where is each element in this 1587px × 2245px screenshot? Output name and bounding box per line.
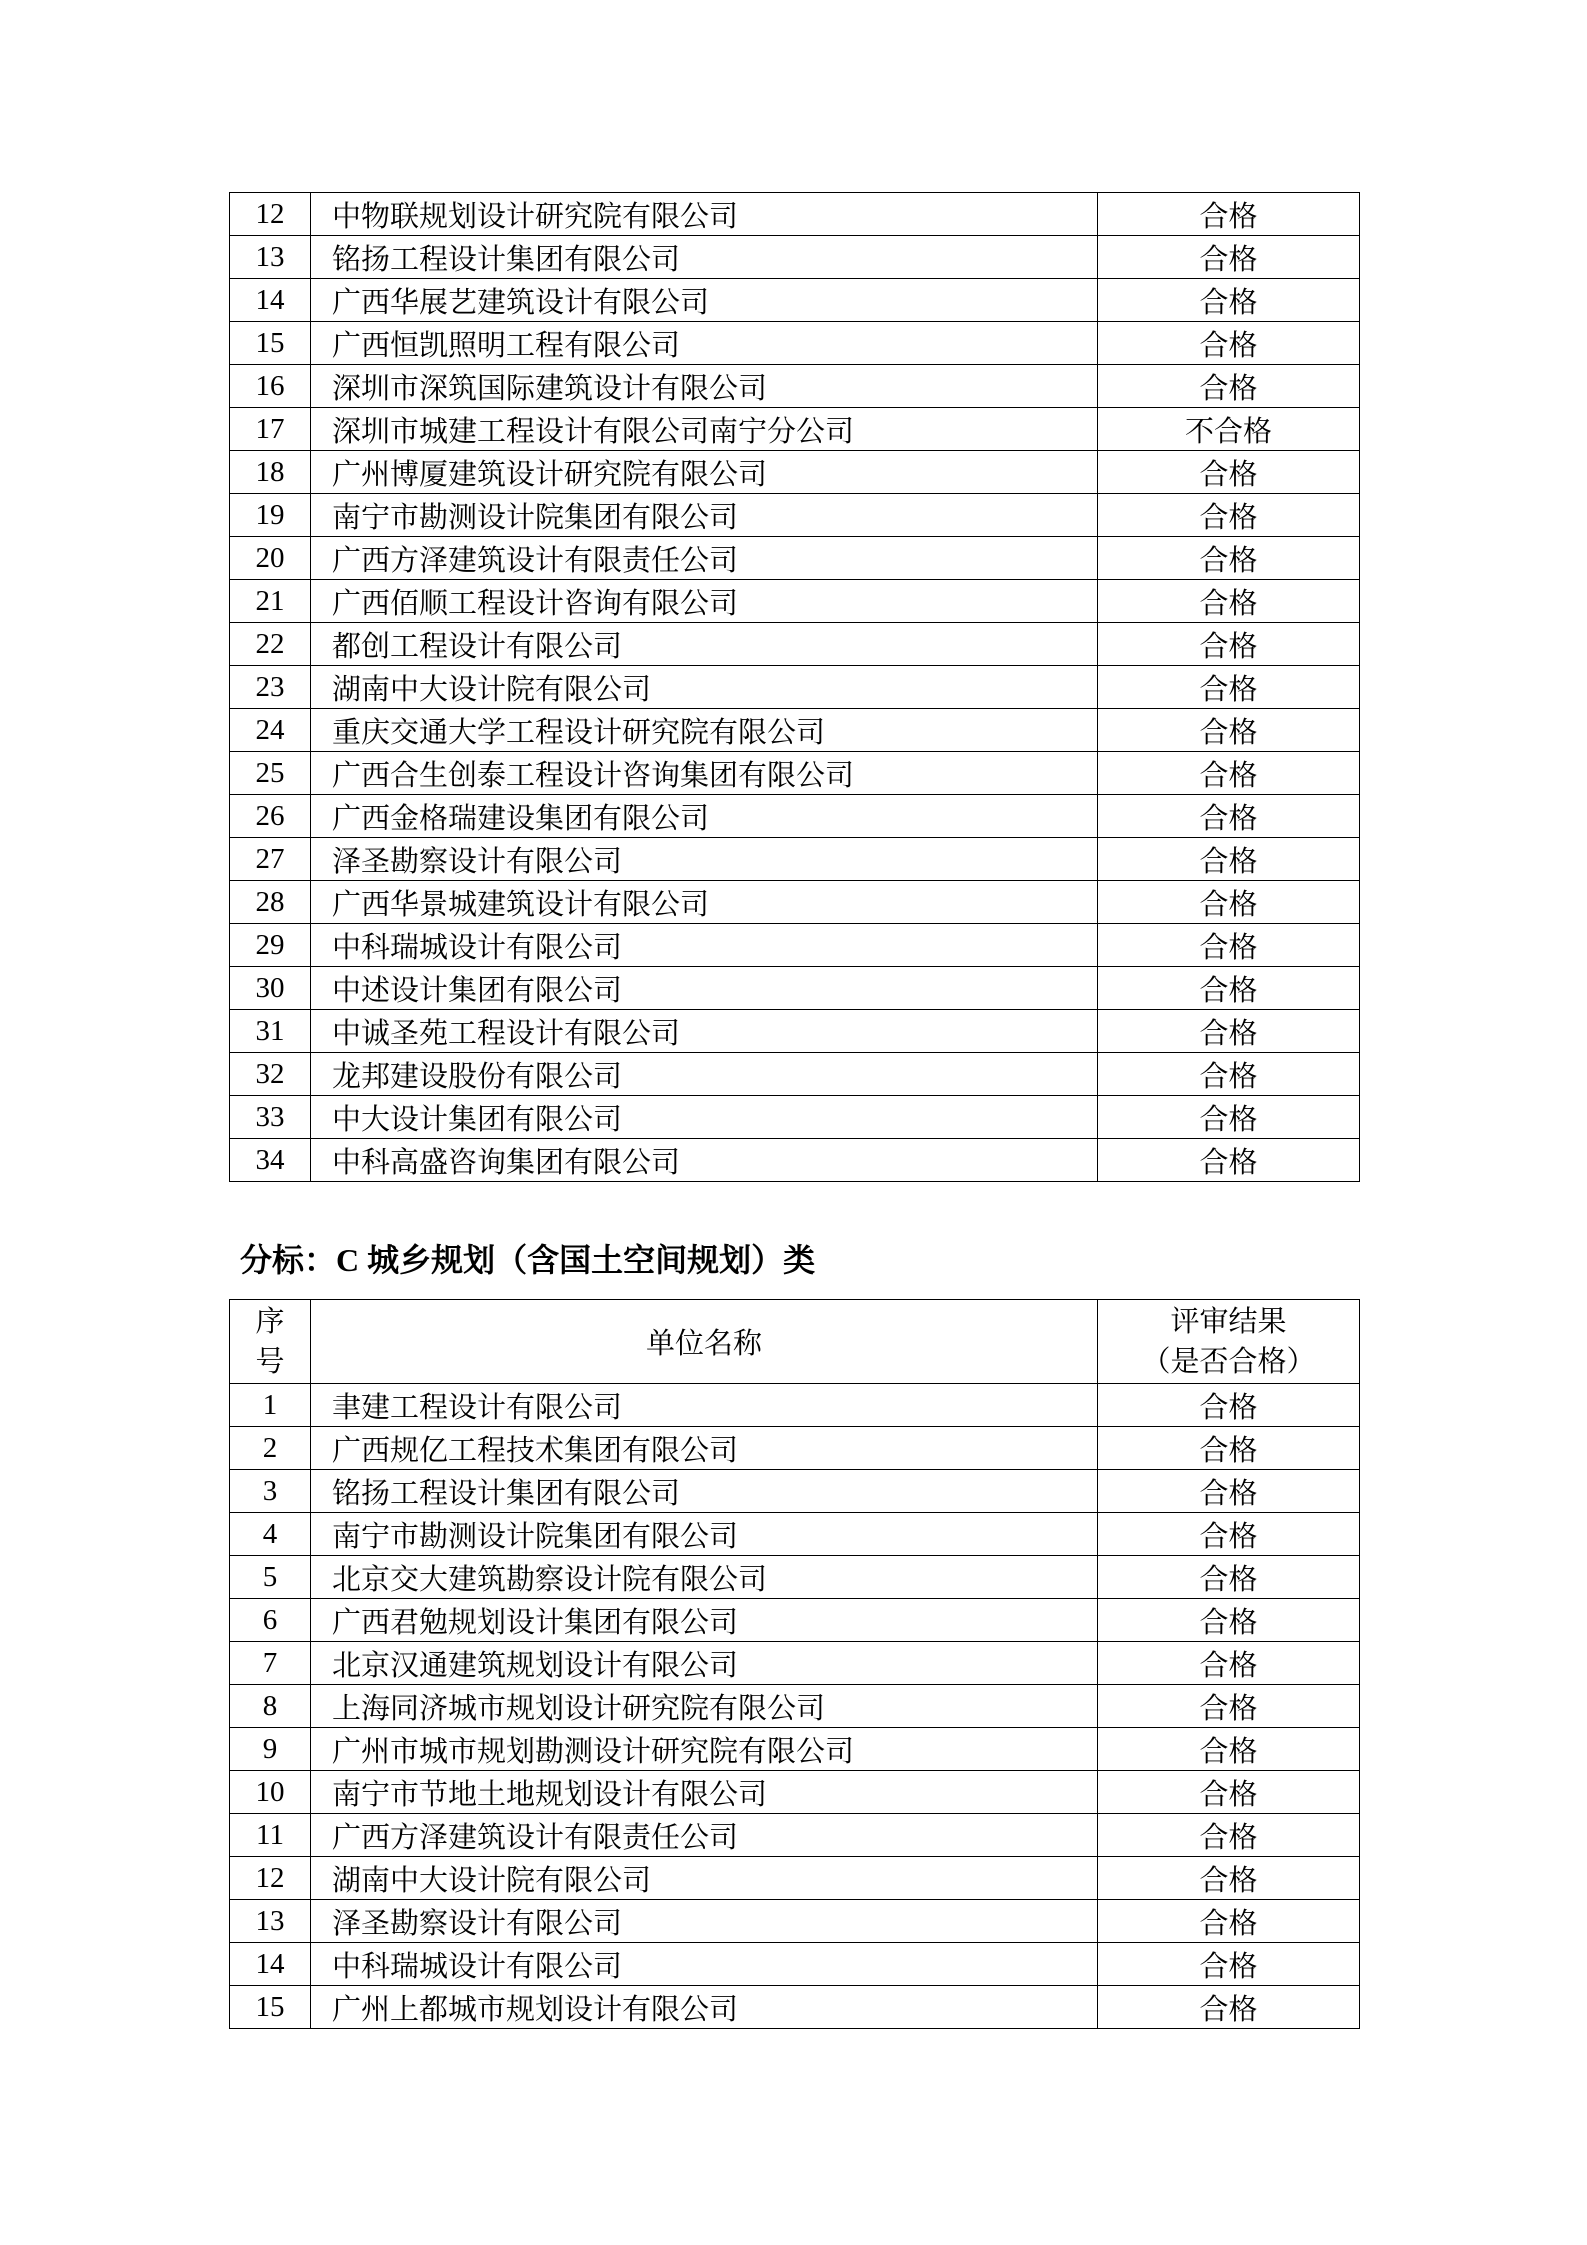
row-number: 14 [230, 279, 311, 322]
row-number: 15 [230, 322, 311, 365]
company-name: 聿建工程设计有限公司 [311, 1384, 1098, 1427]
review-result: 合格 [1098, 322, 1360, 365]
table-row [230, 924, 1360, 967]
company-name: 广西规亿工程技术集团有限公司 [311, 1427, 1098, 1470]
review-result: 合格 [1098, 1814, 1360, 1857]
row-number: 16 [230, 365, 311, 408]
table-row [230, 1384, 1360, 1427]
row-number: 32 [230, 1053, 311, 1096]
company-name: 广西方泽建筑设计有限责任公司 [311, 537, 1098, 580]
table-row [230, 1096, 1360, 1139]
row-number: 29 [230, 924, 311, 967]
review-result: 合格 [1098, 1900, 1360, 1943]
review-result: 合格 [1098, 494, 1360, 537]
row-number: 8 [230, 1685, 311, 1728]
table-row [230, 193, 1360, 236]
row-number: 12 [230, 193, 311, 236]
row-number: 18 [230, 451, 311, 494]
row-number: 20 [230, 537, 311, 580]
row-number: 1 [230, 1384, 311, 1427]
company-name: 广西华景城建筑设计有限公司 [311, 881, 1098, 924]
table-row [230, 1556, 1360, 1599]
table-row [230, 537, 1360, 580]
table-row [230, 709, 1360, 752]
row-number: 13 [230, 236, 311, 279]
table-row [230, 1053, 1360, 1096]
company-name: 南宁市勘测设计院集团有限公司 [311, 494, 1098, 537]
table-row [230, 1513, 1360, 1556]
company-name: 北京交大建筑勘察设计院有限公司 [311, 1556, 1098, 1599]
company-name: 中科瑞城设计有限公司 [311, 924, 1098, 967]
table-row [230, 623, 1360, 666]
review-result: 合格 [1098, 1470, 1360, 1513]
row-number: 12 [230, 1857, 311, 1900]
review-result: 合格 [1098, 537, 1360, 580]
table-row [230, 1642, 1360, 1685]
review-result: 合格 [1098, 967, 1360, 1010]
company-name: 广西君勉规划设计集团有限公司 [311, 1599, 1098, 1642]
company-name: 中大设计集团有限公司 [311, 1096, 1098, 1139]
header-seq-line2: 号 [255, 1345, 285, 1378]
row-number: 24 [230, 709, 311, 752]
company-name: 南宁市勘测设计院集团有限公司 [311, 1513, 1098, 1556]
company-name: 中物联规划设计研究院有限公司 [311, 193, 1098, 236]
company-name: 北京汉通建筑规划设计有限公司 [311, 1642, 1098, 1685]
review-result: 合格 [1098, 236, 1360, 279]
company-name: 龙邦建设股份有限公司 [311, 1053, 1098, 1096]
table-row [230, 451, 1360, 494]
review-result: 合格 [1098, 193, 1360, 236]
company-name: 中科瑞城设计有限公司 [311, 1943, 1098, 1986]
row-number: 17 [230, 408, 311, 451]
review-result: 合格 [1098, 1943, 1360, 1986]
review-result: 合格 [1098, 795, 1360, 838]
table-row [230, 580, 1360, 623]
table-row [230, 795, 1360, 838]
row-number: 27 [230, 838, 311, 881]
review-result: 合格 [1098, 1427, 1360, 1470]
review-result: 合格 [1098, 580, 1360, 623]
review-result: 合格 [1098, 1556, 1360, 1599]
company-name: 湖南中大设计院有限公司 [311, 1857, 1098, 1900]
table-row [230, 1139, 1360, 1182]
table-row [230, 494, 1360, 537]
review-results-table-c-planning [229, 1299, 1360, 2029]
company-name: 上海同济城市规划设计研究院有限公司 [311, 1685, 1098, 1728]
review-result: 合格 [1098, 1771, 1360, 1814]
row-number: 5 [230, 1556, 311, 1599]
table-row [230, 881, 1360, 924]
company-name: 广西佰顺工程设计咨询有限公司 [311, 580, 1098, 623]
table-row [230, 322, 1360, 365]
table-row [230, 1771, 1360, 1814]
table-row [230, 1427, 1360, 1470]
table-row [230, 1685, 1360, 1728]
review-result: 合格 [1098, 881, 1360, 924]
company-name: 广州博厦建筑设计研究院有限公司 [311, 451, 1098, 494]
row-number: 23 [230, 666, 311, 709]
header-seq-line1: 序 [255, 1305, 285, 1338]
row-number: 9 [230, 1728, 311, 1771]
review-result: 合格 [1098, 1599, 1360, 1642]
row-number: 15 [230, 1986, 311, 2029]
company-name: 深圳市深筑国际建筑设计有限公司 [311, 365, 1098, 408]
row-number: 30 [230, 967, 311, 1010]
company-name: 广西方泽建筑设计有限责任公司 [311, 1814, 1098, 1857]
company-name: 广西金格瑞建设集团有限公司 [311, 795, 1098, 838]
table-row [230, 1470, 1360, 1513]
row-number: 28 [230, 881, 311, 924]
company-name: 广西华展艺建筑设计有限公司 [311, 279, 1098, 322]
row-number: 26 [230, 795, 311, 838]
company-name: 中科高盛咨询集团有限公司 [311, 1139, 1098, 1182]
review-result: 合格 [1098, 709, 1360, 752]
header-review-result [1098, 1300, 1360, 1384]
review-result: 合格 [1098, 1384, 1360, 1427]
row-number: 25 [230, 752, 311, 795]
company-name: 都创工程设计有限公司 [311, 623, 1098, 666]
row-number: 31 [230, 1010, 311, 1053]
review-result: 合格 [1098, 924, 1360, 967]
company-name: 广州上都城市规划设计有限公司 [311, 1986, 1098, 2029]
row-number: 34 [230, 1139, 311, 1182]
table-row [230, 1814, 1360, 1857]
row-number: 14 [230, 1943, 311, 1986]
table-row [230, 236, 1360, 279]
table-row [230, 1728, 1360, 1771]
review-result: 合格 [1098, 279, 1360, 322]
review-result: 合格 [1098, 1053, 1360, 1096]
row-number: 33 [230, 1096, 311, 1139]
review-result: 合格 [1098, 451, 1360, 494]
company-name: 重庆交通大学工程设计研究院有限公司 [311, 709, 1098, 752]
row-number: 3 [230, 1470, 311, 1513]
review-result: 合格 [1098, 666, 1360, 709]
company-name: 中述设计集团有限公司 [311, 967, 1098, 1010]
review-result: 合格 [1098, 1010, 1360, 1053]
company-name: 湖南中大设计院有限公司 [311, 666, 1098, 709]
company-name: 广州市城市规划勘测设计研究院有限公司 [311, 1728, 1098, 1771]
table-row [230, 967, 1360, 1010]
review-result: 合格 [1098, 1642, 1360, 1685]
table-row [230, 666, 1360, 709]
table-header-row [230, 1300, 1360, 1384]
company-name: 深圳市城建工程设计有限公司南宁分公司 [311, 408, 1098, 451]
row-number: 13 [230, 1900, 311, 1943]
review-result: 合格 [1098, 1857, 1360, 1900]
table-row [230, 838, 1360, 881]
review-result: 合格 [1098, 1685, 1360, 1728]
table-row [230, 279, 1360, 322]
company-name: 铭扬工程设计集团有限公司 [311, 1470, 1098, 1513]
header-result-line2: （是否合格） [1141, 1345, 1316, 1378]
company-name: 南宁市节地土地规划设计有限公司 [311, 1771, 1098, 1814]
review-result: 不合格 [1098, 408, 1360, 451]
review-result: 合格 [1098, 1986, 1360, 2029]
review-result: 合格 [1098, 1139, 1360, 1182]
review-result: 合格 [1098, 1096, 1360, 1139]
review-result: 合格 [1098, 1513, 1360, 1556]
review-results-table-continued [229, 192, 1360, 1182]
row-number: 2 [230, 1427, 311, 1470]
table-row [230, 1010, 1360, 1053]
table-row [230, 365, 1360, 408]
company-name: 铭扬工程设计集团有限公司 [311, 236, 1098, 279]
row-number: 7 [230, 1642, 311, 1685]
company-name: 泽圣勘察设计有限公司 [311, 838, 1098, 881]
header-seq [230, 1300, 311, 1384]
header-company-name: 单位名称 [311, 1300, 1098, 1384]
section-heading: 分标：C 城乡规划（含国土空间规划）类 [240, 1242, 816, 1278]
table-row [230, 1599, 1360, 1642]
row-number: 4 [230, 1513, 311, 1556]
review-result: 合格 [1098, 365, 1360, 408]
table-row [230, 408, 1360, 451]
table-row [230, 1986, 1360, 2029]
review-result: 合格 [1098, 623, 1360, 666]
row-number: 11 [230, 1814, 311, 1857]
company-name: 广西恒凯照明工程有限公司 [311, 322, 1098, 365]
row-number: 10 [230, 1771, 311, 1814]
review-result: 合格 [1098, 1728, 1360, 1771]
row-number: 6 [230, 1599, 311, 1642]
table-row [230, 1943, 1360, 1986]
review-result: 合格 [1098, 752, 1360, 795]
table-row [230, 1857, 1360, 1900]
row-number: 22 [230, 623, 311, 666]
table-row [230, 1900, 1360, 1943]
company-name: 中诚圣苑工程设计有限公司 [311, 1010, 1098, 1053]
header-result-line1: 评审结果 [1170, 1305, 1287, 1338]
company-name: 广西合生创泰工程设计咨询集团有限公司 [311, 752, 1098, 795]
row-number: 21 [230, 580, 311, 623]
row-number: 19 [230, 494, 311, 537]
table-row [230, 752, 1360, 795]
review-result: 合格 [1098, 838, 1360, 881]
company-name: 泽圣勘察设计有限公司 [311, 1900, 1098, 1943]
